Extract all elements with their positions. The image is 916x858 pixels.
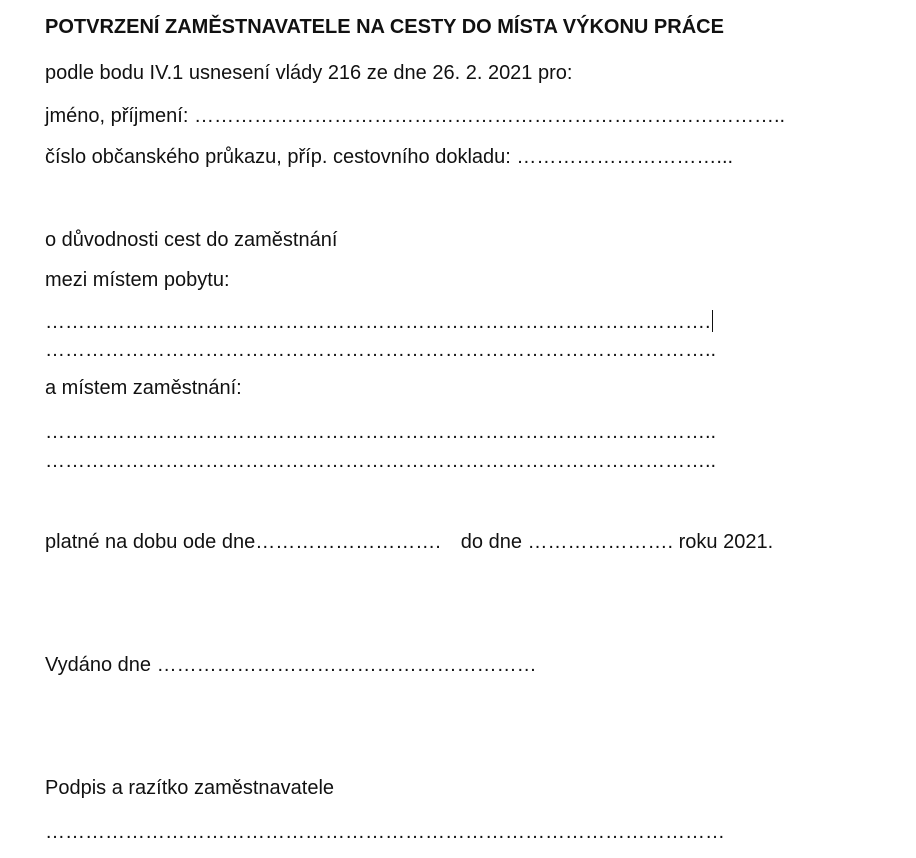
residence-label: mezi místem pobytu: bbox=[45, 269, 230, 291]
id-field-dots: …………………………... bbox=[516, 146, 734, 168]
validity-year: roku 2021. bbox=[673, 531, 774, 553]
id-field-row bbox=[45, 145, 733, 169]
document-title: POTVRZENÍ ZAMĚSTNAVATELE NA CESTY DO MÍSTA VÝKONU PRÁCE bbox=[45, 16, 724, 38]
name-field-label: jméno, příjmení: bbox=[45, 105, 194, 127]
name-field-row bbox=[45, 104, 785, 128]
residence-line-1: ………………………………………………………………………………………. bbox=[45, 311, 711, 333]
issued-label: Vydáno dne bbox=[45, 654, 157, 676]
workplace-label: a místem zaměstnání: bbox=[45, 377, 242, 399]
document-subtitle: podle bodu IV.1 usnesení vlády 216 ze dne 26. 2. 2021 pro: bbox=[45, 62, 573, 84]
validity-row bbox=[45, 530, 773, 554]
issued-dots: ………………………………………………… bbox=[156, 654, 537, 676]
signature-label: Podpis a razítko zaměstnavatele bbox=[45, 777, 335, 799]
id-field-label: číslo občanského průkazu, příp. cestovního dokladu: bbox=[45, 146, 517, 168]
workplace-line-2: ……………………………………………………………………………………….. bbox=[45, 450, 717, 472]
validity-to-dots: …………………. bbox=[527, 531, 674, 553]
signature-dots: ………………………………………………………………………………………… bbox=[45, 821, 725, 843]
validity-from-label: platné na dobu ode dne bbox=[45, 531, 256, 553]
name-field-dots: …………………………………………………………………………….. bbox=[193, 105, 786, 127]
residence-line-2: ……………………………………………………………………………………….. bbox=[45, 339, 717, 361]
workplace-line-1: ……………………………………………………………………………………….. bbox=[45, 421, 717, 443]
reason-heading: o důvodnosti cest do zaměstnání bbox=[45, 229, 338, 251]
residence-line-1-row bbox=[45, 310, 713, 334]
validity-to-label: do dne bbox=[460, 531, 528, 553]
text-cursor bbox=[712, 310, 713, 332]
issued-row bbox=[45, 653, 537, 677]
validity-from-dots: ………………………. bbox=[255, 531, 441, 553]
